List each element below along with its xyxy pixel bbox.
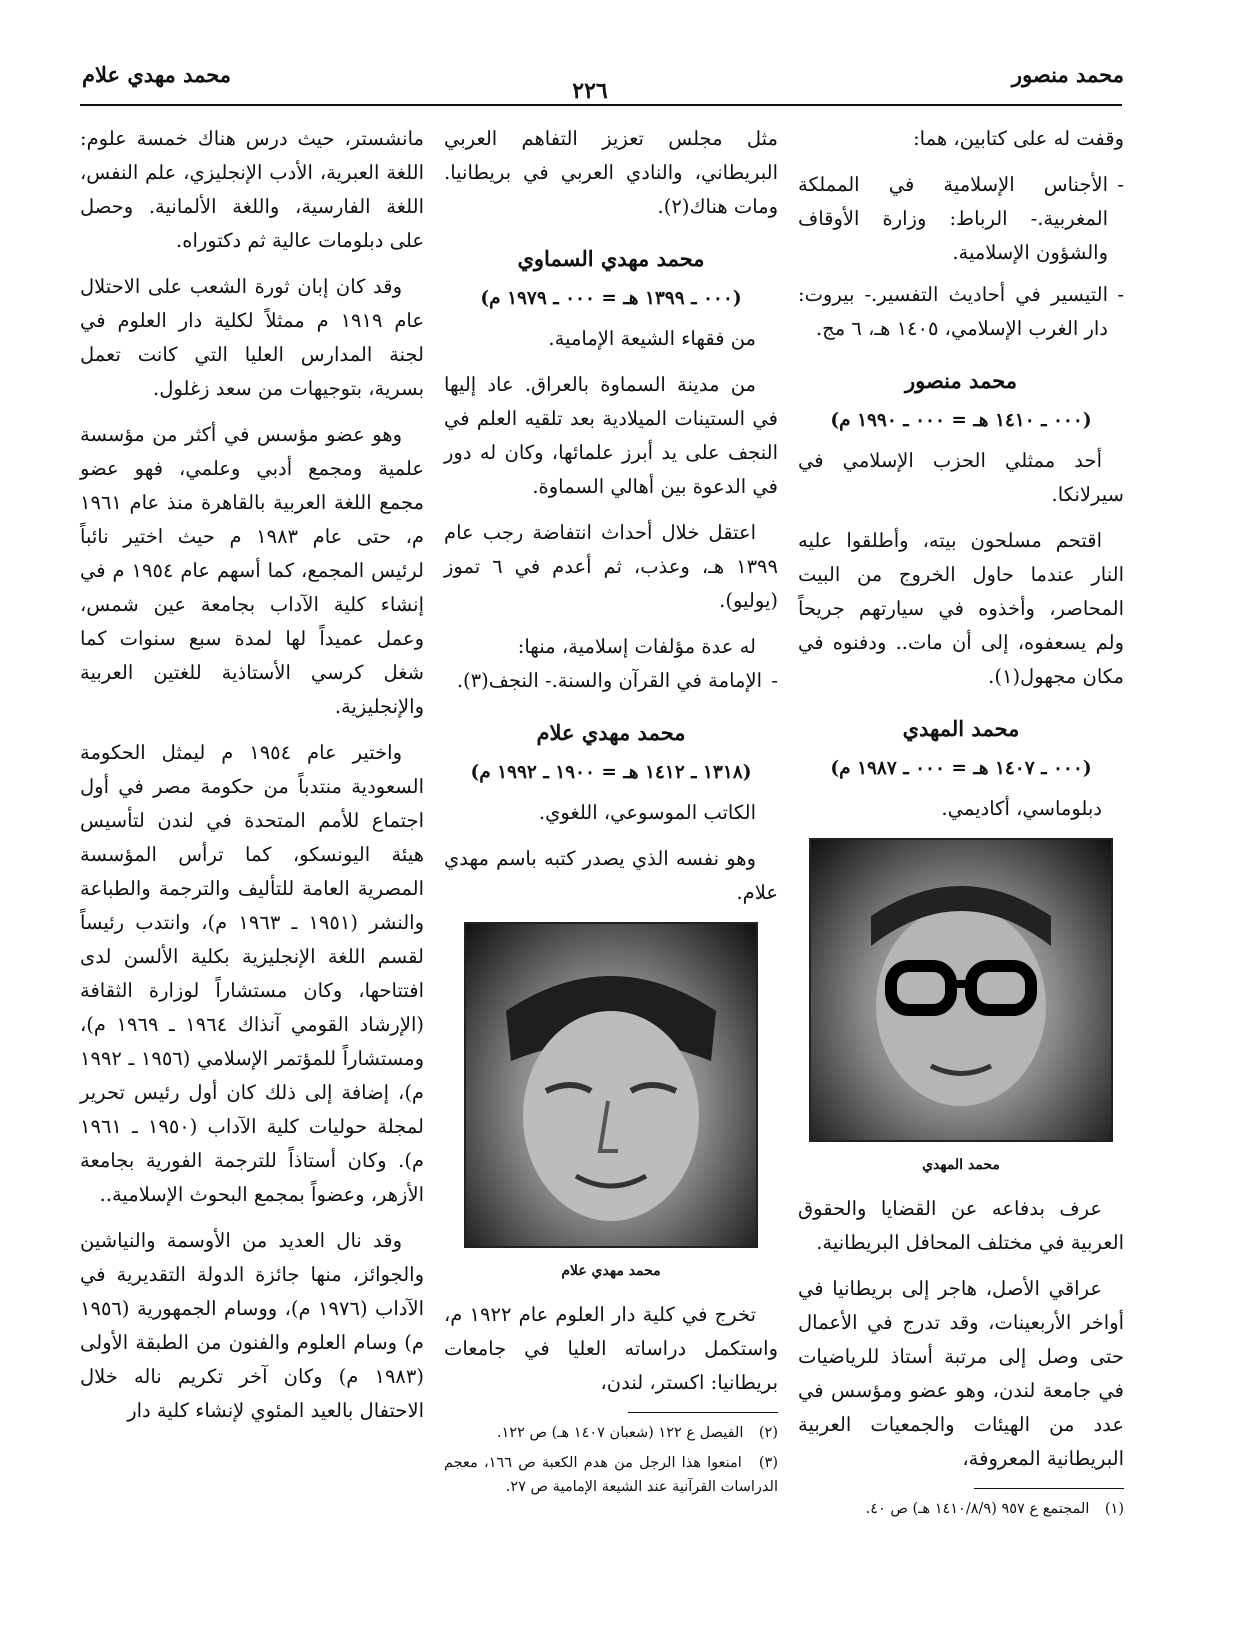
footnote-text: امنعوا هذا الرجل من هدم الكعبة ص ١٦٦، معجم الدراسات القرآنية عند الشيعة الإمامية ص ٢٧. (444, 1455, 778, 1495)
header-rule (80, 104, 1122, 106)
paragraph: وقد كان إبان ثورة الشعب على الاحتلال عام ١٩١٩ م ممثلاً لكلية دار العلوم في لجنة المدارس العليا التي كانت تعمل بسرية، بتوجيهات من سعد زغلول. (80, 275, 424, 400)
footnote (444, 1421, 778, 1445)
list-item: - الأجناس الإسلامية في المملكة المغربية.- الرباط: وزارة الأوقاف والشؤون الإسلامية. (798, 168, 1124, 270)
paragraph: وقد نال العديد من الأوسمة والنياشين والجوائز، منها جائزة الدولة التقديرية في الآداب (١٩٧٦ م)، ووسام الجمهورية (١٩٥٦ م) وسام العلوم والفنون من الطبقة الأولى (١٩٨٣ م) وكان آخر تكريم ناله خلال الاحتفال بالعيد المئوي لإنشاء كلية دار (80, 1229, 424, 1422)
paragraph: الكاتب الموسوعي، اللغوي. (538, 801, 756, 824)
footnote-text: الفيصل ع ١٢٢ (شعبان ١٤٠٧ هـ) ص ١٢٢. (496, 1425, 744, 1441)
works-list (444, 664, 778, 698)
paragraph: اعتقل خلال أحداث انتفاضة رجب عام ١٣٩٩ هـ، وعذب، ثم أعدم في ٦ تموز (يوليو). (444, 521, 778, 612)
paragraph: مثل مجلس تعزيز التفاهم العربي البريطاني، والنادي العربي في بريطانيا. ومات هناك(٢). (444, 127, 778, 218)
paragraph: وهو نفسه الذي يصدر كتبه باسم مهدي علام. (444, 847, 778, 904)
book-list (798, 168, 1124, 346)
entry-dates-mahdi: (٠٠٠ ـ ١٤٠٧ هـ = ٠٠٠ ـ ١٩٨٧ م) (830, 758, 1092, 779)
entry-title-mansour: محمد منصور (904, 368, 1018, 393)
footnote (798, 1497, 1124, 1521)
paragraph: وهو عضو مؤسس في أكثر من مؤسسة علمية ومجمع أدبي وعلمي، فهو عضو مجمع اللغة العربية بالقاهرة منذ عام ١٩٦١ م، حتى عام ١٩٨٣ م حيث اختير نائباً لرئيس المجمع، كما أسهم عام ١٩٥٤ م في إنشاء كلية الآداب بجامعة عين شمس، وعمل عميداً لها لمدة سبع سنوات كما شغل كرسي الأستاذية للغتين العربية والإنجليزية. (80, 423, 424, 718)
paragraph: له عدة مؤلفات إسلامية، منها: (517, 635, 756, 658)
photo-caption: محمد مهدي علام (561, 1263, 661, 1279)
footnote-number: (٣) (758, 1455, 779, 1471)
entry-dates-allam: (١٣١٨ ـ ١٤١٢ هـ = ١٩٠٠ ـ ١٩٩٢ م) (470, 762, 752, 783)
portrait-face (496, 951, 726, 1231)
paragraph: واختير عام ١٩٥٤ م ليمثل الحكومة السعودية منتدباً من حكومة مصر في أول اجتماع للأمم المتحدة في لندن لتأسيس هيئة اليونسكو، كما ترأس المؤسسة المصرية العامة للتأليف والترجمة والطباعة والنشر (١٩٥١ ـ ١٩٦٣ م)، وانتدب رئيساً لقسم اللغة الإنجليزية بكلية الألسن لدى افتتاحها، وكان مستشاراً لوزارة الثقافة (الإرشاد القومي آنذاك ١٩٦٤ ـ ١٩٦٩ م)، ومستشاراً للمؤتمر الإسلامي (١٩٥٦ ـ ١٩٩٢ م)، إضافة إلى ذلك كان أول رئيس تحرير لمجلة حوليات كلية الآداب (١٩٥٠ ـ ١٩٦١ م). وكان أستاذاً للترجمة الفورية بجامعة الأزهر، وعضواً بمجمع البحوث الإسلامية.. (80, 741, 424, 1206)
footnote-rule (628, 1412, 778, 1413)
paragraph: عراقي الأصل، هاجر إلى بريطانيا في أواخر الأربعينات، وقد تدرج في الأعمال حتى وصل إلى مرتبة أستاذ للرياضيات في جامعة لندن، وهو عضو ومؤسس في عدد من الهيئات والجمعيات العربية البريطانية المعروفة، (798, 1277, 1124, 1470)
paragraph: تخرج في كلية دار العلوم عام ١٩٢٢ م، واستكمل دراساته العليا في جامعات بريطانيا: اكستر، لندن، (444, 1303, 778, 1394)
footnote-number: (١) (1104, 1501, 1124, 1517)
page-number: ٢٢٦ (572, 78, 608, 104)
running-head-right: محمد منصور (1011, 62, 1124, 87)
paragraph: اقتحم مسلحون بيته، وأطلقوا عليه النار عندما حاول الخروج من البيت المحاصر، وأخذوه في سيارتهم جريحاً ولم يسعفوه، إلى أن مات.. ودفنوه في مكان مجهول(١). (798, 529, 1124, 688)
paragraph: من مدينة السماوة بالعراق. عاد إليها في الستينات الميلادية بعد تلقيه العلم في النجف على يد أبرز علمائها، وكان له دور في الدعوة بين أهالي السماوة. (444, 373, 778, 498)
footnote-rule (974, 1488, 1124, 1489)
column-right (798, 122, 1124, 1527)
paragraph: مانشستر، حيث درس هناك خمسة علوم: اللغة العبرية، الأدب الإنجليزي، علم النفس، اللغة الفارسية، واللغة الألمانية. وحصل على دبلومات عالية ثم دكتوراه. (80, 127, 424, 252)
paragraph: دبلوماسي، أكاديمي. (941, 797, 1102, 820)
entry-title-samawi: محمد مهدي السماوي (517, 246, 705, 271)
running-head-left: محمد مهدي علام (82, 62, 232, 87)
portrait-photo-mahdi (809, 838, 1113, 1142)
list-item: - الإمامة في القرآن والسنة.- النجف(٣). (444, 664, 778, 698)
column-left (80, 122, 424, 1440)
footnote-text: المجتمع ع ٩٥٧ (١٤١٠/٨/٩ هـ) ص ٤٠. (865, 1501, 1090, 1517)
paragraph: أحد ممثلي الحزب الإسلامي في سيرلانكا. (798, 449, 1124, 506)
intro-text: وقفت له على كتابين، هما: (913, 127, 1124, 150)
paragraph: من فقهاء الشيعة الإمامية. (548, 327, 756, 350)
footnote (444, 1451, 778, 1499)
list-item: - التيسير في أحاديث التفسير.- بيروت: دار الغرب الإسلامي، ١٤٠٥ هـ، ٦ مج. (798, 278, 1124, 346)
portrait-face (851, 876, 1071, 1116)
footnote-number: (٢) (758, 1425, 778, 1441)
entry-title-mahdi: محمد المهدي (902, 716, 1020, 741)
entry-title-allam: محمد مهدي علام (536, 720, 686, 745)
paragraph: عرف بدفاعه عن القضايا والحقوق العربية في مختلف المحافل البريطانية. (798, 1197, 1124, 1254)
photo-caption: محمد المهدي (922, 1157, 1000, 1173)
portrait-photo-allam (464, 922, 758, 1248)
column-middle (444, 122, 778, 1505)
entry-dates-mansour: (٠٠٠ ـ ١٤١٠ هـ = ٠٠٠ ـ ١٩٩٠ م) (830, 410, 1092, 431)
entry-dates-samawi: (٠٠٠ ـ ١٣٩٩ هـ = ٠٠٠ ـ ١٩٧٩ م) (480, 288, 742, 309)
